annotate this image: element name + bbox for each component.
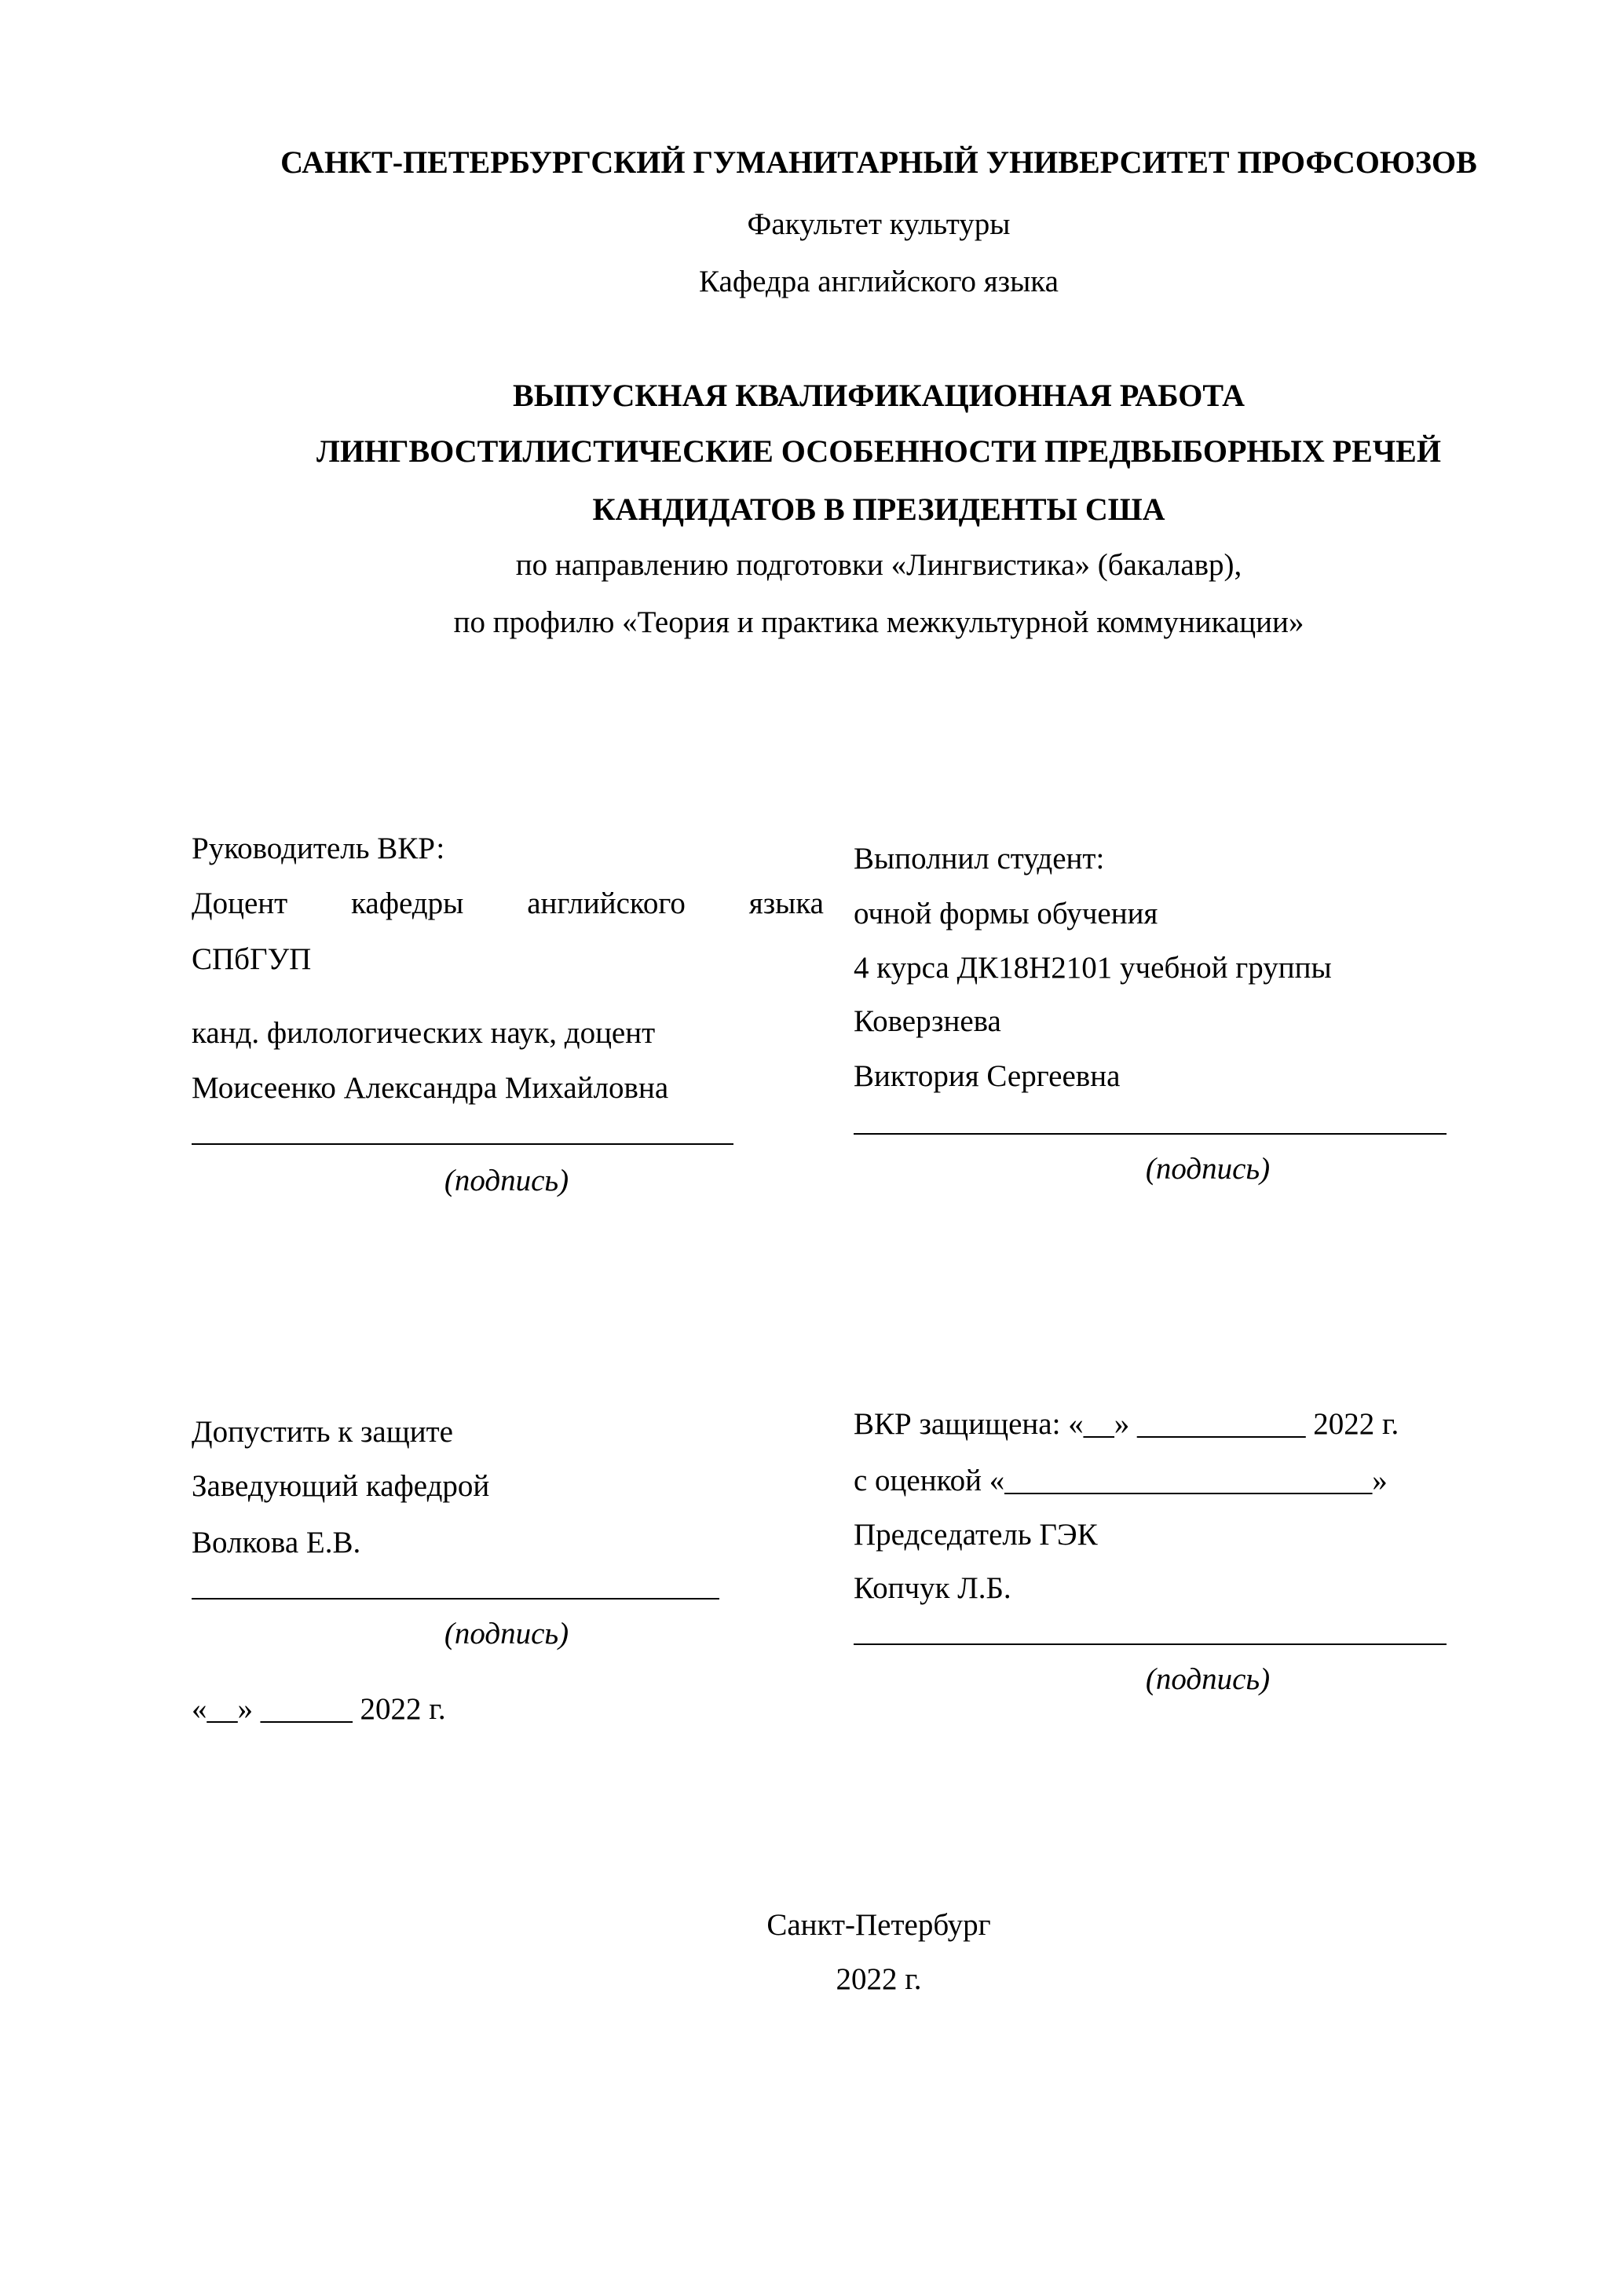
admission-label: Допустить к защите bbox=[192, 1415, 453, 1449]
student-name: Виктория Сергеевна bbox=[854, 1059, 1121, 1093]
defense-date: ВКР защищена: «__» ___________ 2022 г. bbox=[854, 1407, 1399, 1441]
gek-signature-line bbox=[854, 1643, 1447, 1645]
head-signature-line bbox=[192, 1598, 719, 1600]
supervisor-university: СПбГУП bbox=[192, 942, 312, 976]
student-surname: Коверзнева bbox=[854, 1004, 1001, 1038]
faculty: Факультет культуры bbox=[747, 207, 1011, 241]
word: кафедры bbox=[351, 887, 464, 920]
word: языка bbox=[748, 887, 824, 920]
supervisor-degree: канд. филологических наук, доцент bbox=[192, 1016, 656, 1050]
work-type: ВЫПУСКНАЯ КВАЛИФИКАЦИОННАЯ РАБОТА bbox=[513, 378, 1245, 413]
year: 2022 г. bbox=[836, 1962, 922, 1996]
study-profile: по профилю «Теория и практика межкультурной коммуникации» bbox=[453, 605, 1304, 639]
city: Санкт-Петербург bbox=[766, 1908, 991, 1942]
head-of-department-role: Заведующий кафедрой bbox=[192, 1469, 490, 1503]
student-signature-caption: (подпись) bbox=[1145, 1152, 1271, 1186]
gek-chair-name: Копчук Л.Б. bbox=[854, 1571, 1011, 1605]
study-direction: по направлению подготовки «Лингвистика» (бакалавр), bbox=[515, 548, 1242, 582]
university-name: САНКТ-ПЕТЕРБУРГСКИЙ ГУМАНИТАРНЫЙ УНИВЕРСИТЕТ ПРОФСОЮЗОВ bbox=[280, 144, 1477, 180]
supervisor-name: Моисеенко Александра Михайловна bbox=[192, 1071, 669, 1105]
head-signature-caption: (подпись) bbox=[444, 1617, 569, 1651]
supervisor-signature-caption: (подпись) bbox=[444, 1164, 569, 1197]
thesis-title-line1: ЛИНГВОСТИЛИСТИЧЕСКИЕ ОСОБЕННОСТИ ПРЕДВЫБОРНЫХ РЕЧЕЙ bbox=[316, 433, 1441, 469]
word: Доцент bbox=[192, 887, 288, 920]
student-signature-line bbox=[854, 1133, 1447, 1135]
student-group: 4 курса ДК18Н2101 учебной группы bbox=[854, 951, 1332, 985]
student-label: Выполнил студент: bbox=[854, 842, 1105, 876]
defense-grade: с оценкой «________________________» bbox=[854, 1464, 1388, 1497]
gek-chair-role: Председатель ГЭК bbox=[854, 1518, 1098, 1552]
word: английского bbox=[527, 887, 686, 920]
department: Кафедра английского языка bbox=[699, 265, 1059, 298]
supervisor-position bbox=[192, 887, 824, 921]
student-study-form: очной формы обучения bbox=[854, 897, 1158, 930]
thesis-title-line2: КАНДИДАТОВ В ПРЕЗИДЕНТЫ США bbox=[592, 492, 1165, 527]
gek-signature-caption: (подпись) bbox=[1145, 1662, 1271, 1696]
supervisor-label: Руководитель ВКР: bbox=[192, 832, 445, 865]
admission-date: «__» ______ 2022 г. bbox=[192, 1692, 446, 1726]
head-of-department-name: Волкова Е.В. bbox=[192, 1526, 361, 1559]
supervisor-signature-line bbox=[192, 1143, 733, 1145]
